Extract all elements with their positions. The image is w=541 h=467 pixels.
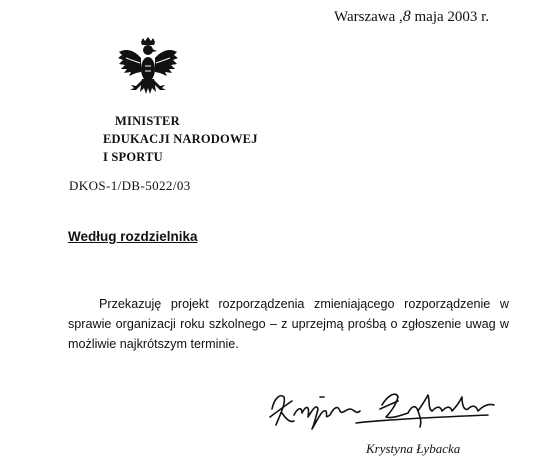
eagle-emblem-icon	[116, 36, 180, 104]
letter-body: Przekazuję projekt rozporządzenia zmieniającego rozporządzenie w sprawie organizacji roku szkolnego – z uprzejmą prośbą o zgłoszenie uwag w możliwie najkrótszym terminie.	[68, 297, 509, 351]
ministry-line-3: I SPORTU	[103, 150, 163, 164]
addressee: Według rozdzielnika	[68, 229, 198, 244]
signer-name: Krystyna Łybacka	[366, 441, 461, 456]
handwritten-signature-icon	[262, 375, 522, 435]
date-city: Warszawa ,	[334, 9, 403, 25]
date-line	[334, 8, 489, 26]
ministry-header	[103, 112, 258, 166]
date-day: 8	[402, 8, 411, 25]
reference-number: DKOS-1/DB-5022/03	[69, 178, 191, 193]
ministry-line-2: EDUKACJI NARODOWEJ	[103, 132, 258, 146]
ministry-line-1: MINISTER	[115, 114, 180, 128]
date-month-year: maja 2003 r.	[414, 9, 490, 25]
